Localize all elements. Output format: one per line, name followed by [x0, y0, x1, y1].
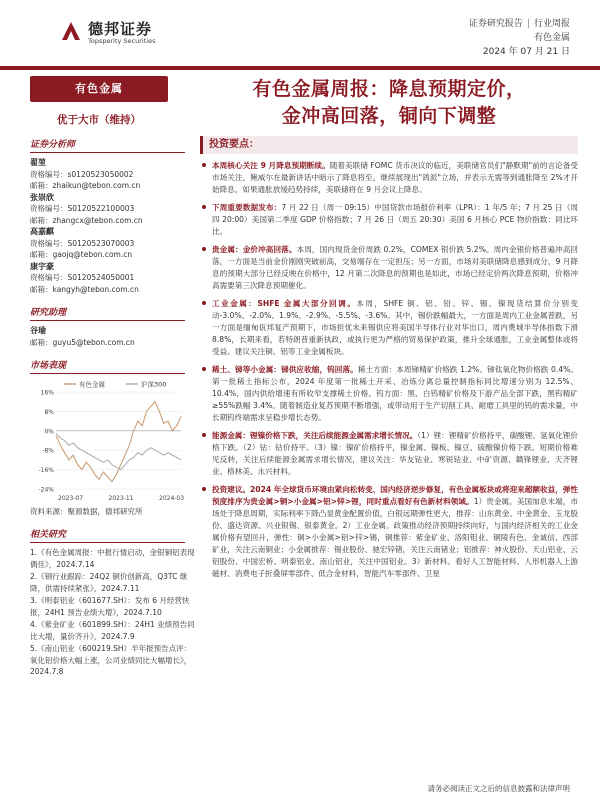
y-tick-label: 8%	[44, 408, 54, 416]
related-list	[30, 547, 195, 678]
related-item[interactable]: 5.《南山铝业（600219.SH）半年报预告点评：氧化铝价格大幅上涨，公司业绩同比大幅增长》，2024.7.8	[30, 644, 192, 676]
y-tick-label: -16%	[38, 467, 54, 475]
series-line-1	[56, 433, 181, 469]
key-point-paragraph	[200, 430, 578, 478]
paragraph-head: 投资建议。2024 年全球货币环境由紧向松转变、国内经济逆步修复，有色金属板块或将迎来超额收益，弹性预度排序为贵金属>铜>小金属>铝>锌>锂，同时重点看好有色新材料领域。	[212, 485, 578, 506]
key-point-paragraph	[200, 202, 578, 238]
paragraph-body: 随着美联储 FOMC 货币决议的临近，美联储官员们"静默期"前的言论备受市场关注，鲍威尔在最新讲话中暗示了降息将至，继续展现出"鸽派"立场，并表示无需等到通胀降至 2%才开始降息。如果通胀放缓趋势持续，美联储将在 9 月会议上降息。	[212, 161, 578, 194]
analyst-email[interactable]: 邮箱：gaojq@tebon.com.cn	[30, 250, 133, 259]
left-sidebar	[30, 74, 195, 794]
bullet-icon	[202, 433, 206, 437]
analyst-name: 张崇欣	[30, 192, 54, 202]
paragraph-head: 本周核心关注 9 月降息预期断续。	[212, 161, 330, 170]
paragraph-head: 稀土、锑等小金属：锑供应收缩，钨回落。	[212, 365, 358, 374]
related-item[interactable]: 1.《有色金属周报：中报行情启动，金银铜铝表现偶佳》，2024.7.14	[30, 548, 195, 569]
analyst-email[interactable]: 邮箱：kangyh@tebon.com.cn	[30, 284, 139, 294]
paragraph-body: 1）贵金属。美国加息末端，市场处于降息周期，实际利率下降凸显黄金配置价值，白银远期弹性更大，推荐：山东黄金、中金黄金、玉龙股份、盛达资源、兴业银锡、银泰黄金。2）工业金属。政策推动经济预期持续向好，与国内经济相关的工业金属价格有望回升，弹性：铜>小金属>铝>锌>锡，铜推荐：紫金矿业、洛阳钼业、铜陵有色、金诚信、西部矿业，关注云南铜业；小金属推荐：锡业股份、驰宏锌锗，关注云南锗业；铝推荐：神火股份、天山铝业、云铝股份、中国宏桥、明泰铝业、南山铝业，关注中国铝业。3）新材料。看好人工智能材料、人形机器人上游磁材、消费电子折叠屏零部件、低合金材料，智能汽车零部件、卫星	[212, 497, 578, 578]
logo-name-cn: 德邦证券	[88, 20, 153, 38]
analyst-name: 高嘉麒	[30, 227, 54, 236]
related-item[interactable]: 3.《明泰铝业（601677.SH）：发布 6 月经营快报，24H1 预告业绩大增》，2024.7.10	[30, 596, 190, 617]
analyst-cert: 资格编号：s0120523050002	[30, 169, 134, 179]
analyst-cert: 资格编号：S0120522100003	[30, 204, 135, 213]
analyst-cert: 资格编号：S0120523070003	[30, 238, 135, 248]
report-header	[0, 0, 600, 70]
analyst-email[interactable]: 邮箱：zhangcx@tebon.com.cn	[30, 215, 143, 225]
assistant-email[interactable]: 邮箱：guyu5@tebon.com.cn	[30, 337, 135, 347]
market-title: 市场表现	[30, 358, 185, 374]
paragraph-body: 本周，国内现货金价周跌 0.2%，COMEX 银价跌 5.2%。周内金银价格普遍冲高回落，一方面是当前金价刚刚突破前高，交易端存在一定担压；另一方面，市场对美联储降息感到成分，9 月降息的预期大部分已经反映在价格中，12 月第二次降息的预期也是如此，市场已经定价两次降息预期，价格冲高需要第三次降息预期催化。	[212, 245, 579, 290]
key-point-paragraph	[200, 364, 578, 424]
key-point-paragraph	[200, 298, 578, 358]
assistant-block	[30, 325, 195, 348]
chart-source: 资料来源：聚源数据，德邦研究所	[30, 507, 143, 516]
report-type: 证券研究报告	[468, 19, 523, 29]
header-meta: 证券研究报告 | 行业周报 有色金属 2024 年 07 月 21 日	[468, 19, 570, 57]
key-point-paragraph	[200, 484, 578, 580]
paragraph-body: 稀土方面：本周锑精矿价格跌 1.2%、锑钛氧化物价格跌 0.4%。第一批稀土指标公布，2024 年度第一批稀土开采、冶炼分离总量控制指标同比增速分别为 12.5%、10.4%，国内供给增速有所收窄支撑稀土价格。钨方面：黑、白钨精矿价格及下游产品全部下跌，黑钨精矿≥55%跌幅 3.4%。随着制造业复苏预期不断增强，或带动用于生产切削工具、耐磨工具里的钨的需求量，中长期钨终端需求呈稳步增长态势。	[212, 365, 578, 422]
assistant-title: 研究助理	[30, 305, 185, 321]
legend-label: 沪深300	[141, 380, 167, 389]
key-point-paragraph	[200, 160, 578, 196]
y-tick-label: 0%	[44, 428, 54, 436]
related-title: 相关研究	[30, 527, 185, 543]
x-tick-label: 2024-03	[159, 495, 185, 502]
assistant-name: 谷瑜	[30, 326, 46, 335]
main-content	[200, 74, 578, 580]
analyst-name: 翟堃	[30, 158, 46, 167]
analyst-cert: 资格编号：S0120524050001	[30, 273, 135, 282]
report-title	[200, 76, 578, 130]
bullet-icon	[202, 487, 206, 491]
report-date: 2024 年 07 月 21 日	[482, 47, 570, 57]
x-tick-label: 2023-11	[108, 495, 134, 502]
paragraph-head: 能源金属：锂镍价格下跌，关注后续能源金属需求增长情况。	[212, 431, 418, 440]
paragraph-body: 本周，SHFE 铜、铝、铅、锌、锡、镍现货结算价分别变动-3.0%、-2.0%、1.9%、-2.9%、-5.5%、-3.6%。其中，锡价跌幅最大，一方面是周内工业金属普跌，另一方面是缅甸佤邦复产预期下，市场担忧未来锡供应将美国半导体行业对华出口，周内费城半导体指数下滑 8.8%，长期来看，若特朗普重新执政，或执行更为严格的贸易保护政策，推升全球通胀，工业金属整体或将受益。建议关注铜、铝等工业金属板块。	[212, 299, 579, 356]
market-performance-chart	[30, 378, 185, 503]
sector-label: 有色金属	[30, 76, 168, 102]
rating: 优于大市（维持）	[57, 114, 141, 126]
paragraph-head: 贵金属：金价冲高回落。	[212, 245, 297, 254]
related-item[interactable]: 2.《钢行业跟踪：24Q2 铜价创新高，Q3TC 继降，供需持续紧张》，2024.7.11	[30, 572, 188, 593]
analysts-title: 证券分析师	[30, 137, 185, 153]
paragraph-head: 下周重要数据发布：	[212, 203, 282, 212]
bullet-icon	[202, 367, 206, 371]
y-tick-label: -8%	[42, 447, 54, 455]
y-tick-label: -24%	[38, 486, 54, 494]
title-line-1: 有色金属周报：降息预期定价，	[252, 78, 526, 100]
legend-label: 有色金属	[79, 380, 105, 389]
analyst-email[interactable]: 邮箱：zhaikun@tebon.com.cn	[30, 181, 141, 190]
header-sector: 有色金属	[533, 33, 570, 43]
header-divider	[0, 66, 600, 70]
paragraph-body: 7 月 22 日（周一 09:15）中国贷款市场报价利率（LPR）：1 年/5 年；7 月 25 日（周四 20:00）美国第二季度 GDP 价格指数；7 月 26 日（周五 20:30）美国 6 月核心 PCE 物价指数：同比环比。	[212, 203, 578, 236]
logo-name-en: Topsperity Securities	[88, 37, 156, 45]
x-tick-label: 2023-07	[58, 495, 84, 502]
key-points-label: 投资要点：	[200, 136, 578, 154]
key-point-paragraph	[200, 244, 578, 292]
analyst-name: 康宇豪	[30, 261, 54, 271]
title-line-2: 金冲高回落，铜向下调整	[281, 105, 497, 127]
bullet-icon	[202, 163, 206, 167]
disclaimer-footer: 请务必阅读正文之后的信息披露和法律声明	[427, 784, 570, 793]
report-category: 行业周报	[533, 19, 570, 29]
market-chart-svg	[30, 378, 185, 503]
bullet-icon	[202, 301, 206, 305]
related-item[interactable]: 4.《紫金矿业（601899.SH）：24H1 业绩预告同比大增，量价齐升》，2024.7.9	[30, 620, 195, 641]
y-tick-label: 16%	[40, 389, 54, 397]
analyst-block	[30, 157, 195, 295]
paragraph-body: （1）锂：锂精矿价格持平，碳酸锂、氢氧化锂价格下跌。（2）钴：钴价持平。（3）镍：镍矿价格持平，镍金属、镍板、镍豆、硫酸镍价格下跌。短期价格难见反转，关注后续能源金属需求增长情况，建议关注：华友钴业、寒锐钴业、中矿资源、赣锋锂业、天齐锂业、格林美、永兴材料。	[212, 431, 578, 476]
tebon-logo-icon	[60, 20, 82, 42]
paragraph-head: 工业金属：SHFE 金属大部分回调。	[212, 299, 357, 308]
bullet-icon	[202, 205, 206, 209]
bullet-icon	[202, 247, 206, 251]
